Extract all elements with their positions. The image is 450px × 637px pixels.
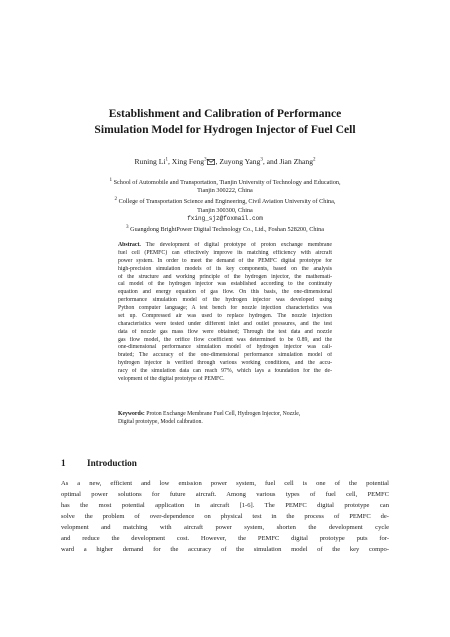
section-number: 1 xyxy=(61,458,66,468)
author-name: Runing Li xyxy=(134,157,166,166)
abstract-label: Abstract. xyxy=(118,242,141,248)
body-line: solve the problem of over-dependence on physical test in the process of PEMFC de- xyxy=(61,513,389,521)
affiliation-2: $^2$ College of Transportation Science and Engineering, Civil Aviation University of China, xyxy=(114,196,336,206)
keywords xyxy=(118,411,332,427)
abstract-line: racy of the simulation data can reach 97%, which lays a foundation for the de- xyxy=(118,368,332,374)
body-line: As a new, efficient and low emission power system, fuel cell is one of the potential xyxy=(61,480,389,487)
affiliation-1: $^1$ School of Automobile and Transportation, Tianjin University of Technology and Education, xyxy=(109,177,341,187)
affiliation-3: $^3$ Guangdong BrightPower Digital Technology Co., Ltd., Foshan 528200, China xyxy=(126,224,324,234)
abstract-line: fuel cell (PEMFC) can effectively improve its matching efficiency with aircraft xyxy=(118,249,332,256)
body-text xyxy=(61,478,389,555)
abstract-line: high-precision simulation models of its key components, based on the analysis xyxy=(118,265,332,272)
body-line: velopment and matching with aircraft power system, shorten the development cycle xyxy=(61,524,389,532)
abstract-line: data of nozzle gas mass flow were obtained; Through the test data and nozzle xyxy=(118,328,332,335)
author-affiliation-mark: 3 xyxy=(204,157,207,163)
affiliation-1-cont: Tianjin 300222, China xyxy=(197,187,253,195)
abstract-line: equation and energy equation of gas flow. On this basis, the one-dimensional xyxy=(118,289,332,296)
abstract-line: performance simulation model of the hydrogen injector was developed using xyxy=(118,297,332,304)
keywords-label: Keywords: xyxy=(118,411,145,417)
author-affiliation-mark: 1 xyxy=(165,157,168,163)
body-line: ward a higher demand for the accuracy of the simulation model of the key compo- xyxy=(61,546,389,554)
keywords-line: Digital prototype, Model calibration. xyxy=(118,418,203,425)
author-name: Jian Zhang xyxy=(279,157,314,166)
abstract xyxy=(118,242,332,384)
author-name: Xing Feng xyxy=(171,157,205,166)
title-line: Simulation Model for Hydrogen Injector of Fuel Cell xyxy=(94,123,356,136)
affiliation-2-cont: Tianjin 300300, China xyxy=(197,206,253,214)
body-line: has the most potential application in aircraft [1-6]. The PEMFC digital prototype can xyxy=(61,502,389,510)
title-line: Establishment and Calibration of Performance xyxy=(108,107,342,120)
abstract-line: Abstract. The development of digital prototype of proton exchange membrane xyxy=(118,242,332,248)
abstract-line: set up. Compressed air was used to replace hydrogen. The nozzle injection xyxy=(118,312,332,319)
author-list: Runing Li$^1$, Xing Feng$^3$ , Zuyong Yang$^3$, and Jian Zhang$^2$ xyxy=(134,157,316,166)
abstract-line: gas flow model, the orifice flow coefficient was determined to be 0.89, and the xyxy=(118,336,332,343)
author-name: Zuyong Yang xyxy=(219,157,261,166)
keywords-line: Keywords: Proton Exchange Membrane Fuel Cell, Hydrogen Injector, Nozzle, xyxy=(118,411,301,417)
abstract-line: characteristics were tested under different inlet and outlet pressures, and the test xyxy=(118,320,332,327)
abstract-line: of the structure and working principle of the hydrogen injector, the mathemati- xyxy=(118,273,332,280)
paper-title xyxy=(60,106,390,138)
affiliations xyxy=(82,176,368,234)
abstract-line: Python computer language; A test bench for nozzle injection characteristics was xyxy=(118,305,332,311)
author-affiliation-mark: 3 xyxy=(260,157,263,163)
body-line: optimal power solutions for future aircraft. Among various types of fuel cell, PEMFC xyxy=(61,491,389,499)
abstract-line: cal model of the hydrogen injector was established according to the continuity xyxy=(118,281,332,288)
abstract-line: one-dimensional performance simulation model of hydrogen injector was cali- xyxy=(118,344,332,351)
section-title: Introduction xyxy=(87,458,137,468)
envelope-icon xyxy=(207,158,215,168)
abstract-line: hydrogen injector is verified through various working conditions, and the accu- xyxy=(118,360,332,367)
author-affiliation-mark: 2 xyxy=(313,157,316,163)
section-heading xyxy=(61,457,391,469)
body-line: and reduce the development cost. However, the PEMFC digital prototype puts for- xyxy=(61,535,389,543)
abstract-line: velopment of the digital prototype of PEMFC. xyxy=(118,375,225,382)
abstract-line: power system. In order to meet the demand of the PEMFC digital prototype for xyxy=(118,257,332,264)
abstract-line: brated; The accuracy of the one-dimensional performance simulation model of xyxy=(118,352,332,359)
contact-email[interactable]: fxing_sjz@foxmail.com xyxy=(187,214,263,222)
